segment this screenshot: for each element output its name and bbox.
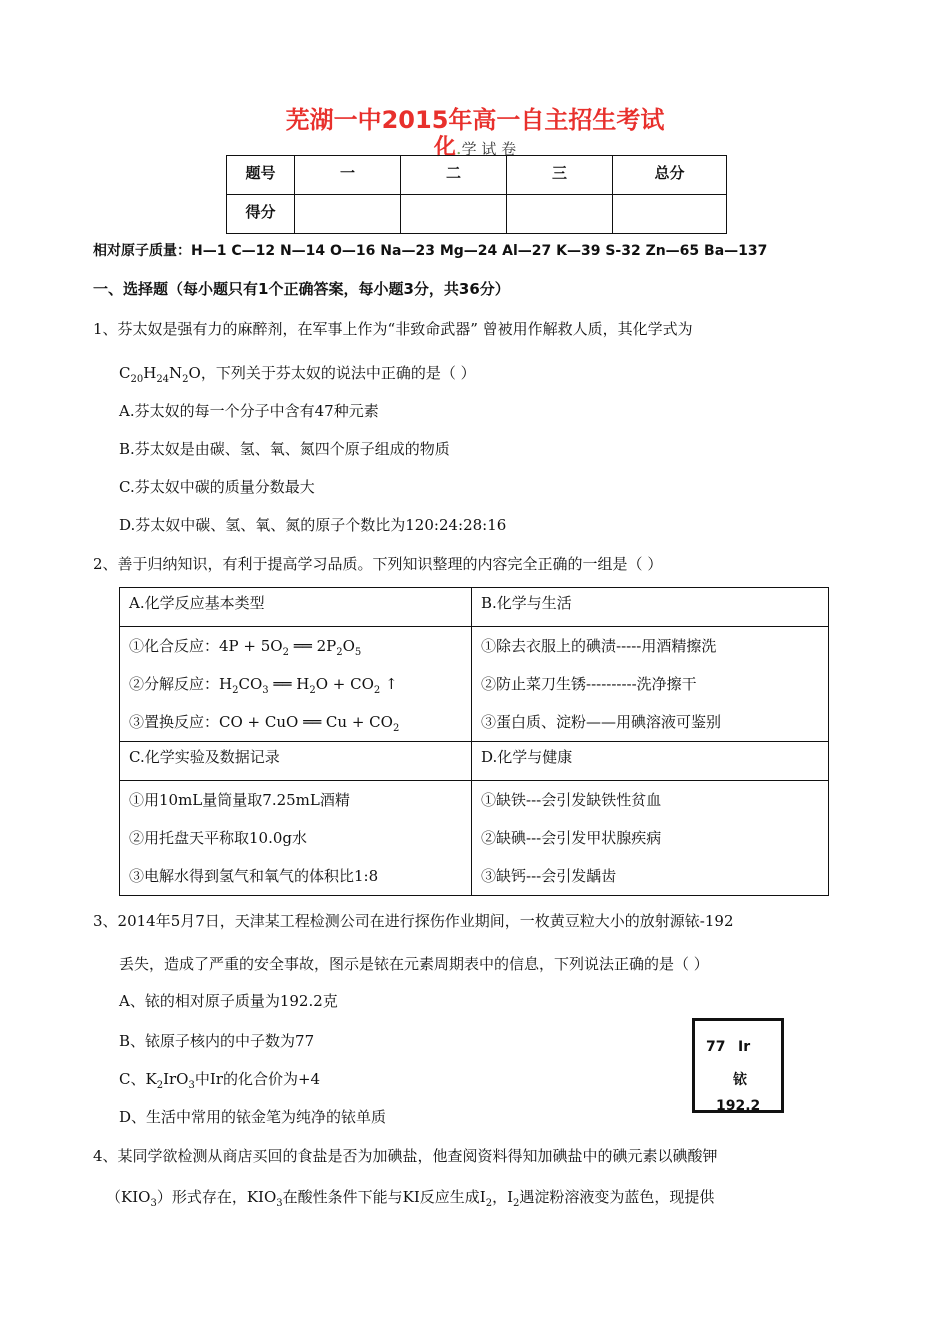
q2-cell-a-body: [120, 627, 472, 742]
q4-stem-2: $(KIO_3)$形式存在，$KIO_3$在酸性条件下能与KI反应生成$I_2$，$I_2$遇淀粉溶液变为蓝色，现提供: [106, 1188, 715, 1209]
score-input-cell[interactable]: [507, 195, 613, 234]
q2-c-item: ①用10mL量筒量取7.25mL酒精: [129, 791, 350, 809]
q4-stem: 4、某同学欲检测从商店买回的食盐是否为加碘盐，他查阅资料得知加碘盐中的碘元素以碘酸钾: [93, 1147, 718, 1165]
score-input-cell[interactable]: [295, 195, 401, 234]
q2-cell-b-head: B.化学与生活: [472, 588, 829, 627]
q1-stem-2: $C_{20}H_{24}N_2O$，下列关于芬太奴的说法中正确的是（ ）: [119, 364, 476, 385]
element-mass: 192.2: [716, 1098, 761, 1114]
score-header-cell: 一: [295, 156, 401, 195]
q2-a-item: ②分解反应：$H_2CO_3$ ══ $H_2O + CO_2$ ↑: [129, 675, 398, 696]
q3-option-d: D、生活中常用的铱金笔为纯净的铱单质: [119, 1108, 387, 1126]
q2-cell-c-body: [120, 781, 472, 896]
q2-a-item: ③置换反应：CO + CuO ══ $Cu + CO_2$: [129, 713, 400, 734]
exam-title: 芜湖一中2015年高一自主招生考试: [285, 106, 665, 134]
q2-d-item: ①缺铁---会引发缺铁性贫血: [481, 791, 662, 809]
q3-option-c: C、$K_2IrO_3$中Ir的化合价为+4: [119, 1070, 321, 1091]
q2-cell-a-head: A.化学反应基本类型: [120, 588, 472, 627]
q3-option-b: B、铱原子核内的中子数为77: [119, 1032, 315, 1050]
score-input-cell[interactable]: [613, 195, 727, 234]
q2-a-item: ①化合反应：$4P + 5O_2$ ══ $2P_2O_5$: [129, 637, 362, 658]
q2-b-item: ①除去衣服上的碘渍-----用酒精擦洗: [481, 637, 717, 655]
q3-option-a: A、铱的相对原子质量为192.2克: [119, 992, 338, 1010]
q2-c-item: ②用托盘天平称取10.0g水: [129, 829, 308, 847]
q1-option-b: B.芬太奴是由碳、氢、氧、氮四个原子组成的物质: [119, 440, 450, 458]
atomic-mass-line: 相对原子质量：H—1 C—12 N—14 O—16 Na—23 Mg—24 Al—27 K—39 S-32 Zn—65 Ba—137: [93, 243, 768, 259]
q2-table: [119, 587, 829, 896]
element-symbol: Ir: [738, 1039, 751, 1055]
subtitle-rest: 学 试 卷: [461, 140, 517, 158]
section-heading: 一、选择题（每小题只有1个正确答案，每小题3分，共36分）: [93, 280, 510, 298]
q2-b-item: ②防止菜刀生锈----------洗净擦干: [481, 675, 697, 693]
q2-cell-c-head: C.化学实验及数据记录: [120, 742, 472, 781]
q1-option-d: D.芬太奴中碳、氢、氧、氮的原子个数比为120:24:28:16: [119, 516, 507, 534]
q3-stem: 3、2014年5月7日，天津某工程检测公司在进行探伤作业期间，一枚黄豆粒大小的放射源铱-192: [93, 912, 734, 930]
element-card-iridium: [692, 1018, 784, 1113]
subtitle-dot: .: [455, 138, 462, 159]
q2-cell-d-body: [472, 781, 829, 896]
score-header-cell: 二: [401, 156, 507, 195]
score-label-cell: 得分: [227, 195, 295, 234]
subtitle-big-char: 化: [433, 135, 456, 160]
q2-b-item: ③蛋白质、淀粉——用碘溶液可鉴别: [481, 713, 722, 731]
q1-stem: 1、芬太奴是强有力的麻醉剂，在军事上作为“非致命武器” 曾被用作解救人质，其化学式为: [93, 320, 693, 338]
q1-option-a: A.芬太奴的每一个分子中含有47种元素: [119, 402, 379, 420]
q1-option-c: C.芬太奴中碳的质量分数最大: [119, 478, 315, 496]
element-number: 77: [706, 1039, 726, 1055]
element-name: 铱: [733, 1072, 747, 1088]
q1-formula: $C_{20}H_{24}N_2O$: [119, 364, 201, 385]
q2-d-item: ③缺钙---会引发龋齿: [481, 867, 617, 885]
q2-c-item: ③电解水得到氢气和氧气的体积比1:8: [129, 867, 379, 885]
score-header-cell: 总分: [613, 156, 727, 195]
score-header-cell: 题号: [227, 156, 295, 195]
q2-d-item: ②缺碘---会引发甲状腺疾病: [481, 829, 662, 847]
q2-cell-b-body: [472, 627, 829, 742]
q3-stem-2: 丢失，造成了严重的安全事故，图示是铱在元素周期表中的信息，下列说法正确的是（ ）: [119, 955, 709, 973]
score-table: [226, 155, 727, 234]
q2-cell-d-head: D.化学与健康: [472, 742, 829, 781]
score-input-cell[interactable]: [401, 195, 507, 234]
q2-stem: 2、善于归纳知识，有利于提高学习品质。下列知识整理的内容完全正确的一组是（ ）: [93, 555, 663, 573]
score-header-cell: 三: [507, 156, 613, 195]
